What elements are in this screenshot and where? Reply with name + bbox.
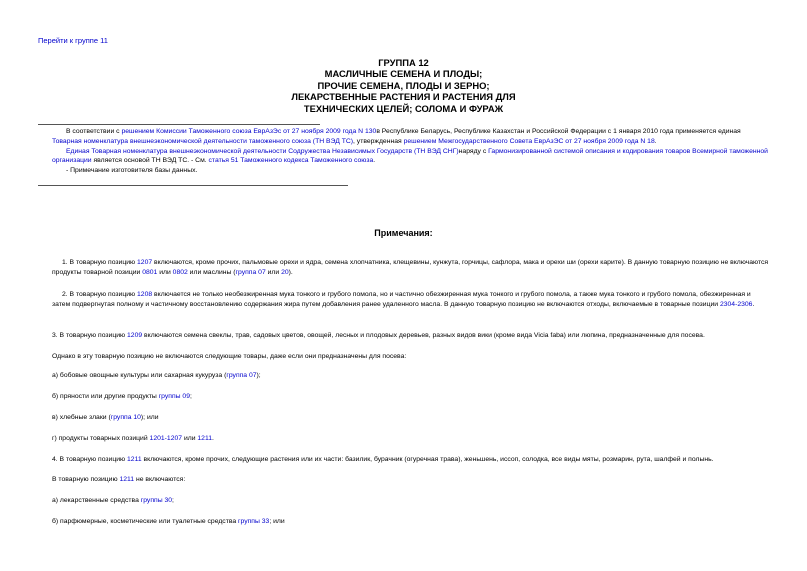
text: включаются, кроме прочих, пальмовые орехи и ядра, семена хлопчатника, клещевины, кунжута, горчицы, сафлора, мака и орехи ши (орехи карите). В данную товарную позицию не включаются продукты товарной позиции (52, 259, 769, 277)
link-group-07[interactable]: группа 07 (226, 372, 257, 379)
link-group-20[interactable]: 20 (281, 269, 289, 277)
text: или (265, 269, 282, 277)
link-1211[interactable]: 1211 (197, 435, 213, 442)
text: является основой ТН ВЭД ТС. - См. (91, 157, 209, 165)
text: б) пряности или другие продукты (52, 393, 159, 400)
notes-heading: Примечания: (374, 228, 433, 238)
title-line: ЛЕКАРСТВЕННЫЕ РАСТЕНИЯ И РАСТЕНИЯ ДЛЯ (291, 91, 516, 103)
text: или маслины ( (187, 269, 236, 277)
text: ); или (140, 414, 159, 421)
text: . (654, 137, 657, 145)
text: ; или (269, 518, 285, 525)
text: ; (189, 393, 192, 400)
link-tn-ved-ts[interactable]: Товарная номенклатура внешнеэкономической деятельности таможенного союза (ТН ВЭД ТС) (52, 137, 354, 145)
link-1211[interactable]: 1211 (127, 456, 142, 463)
text: В соответствии с (66, 128, 122, 135)
link-group-30[interactable]: группы 30 (140, 497, 173, 504)
note-3-item-g (52, 434, 770, 444)
note-2 (52, 290, 770, 310)
footnote-2 (52, 147, 772, 167)
text: а) бобовые овощные культуры или сахарная кукуруза ( (52, 372, 227, 379)
text: или (182, 435, 198, 442)
footnote-1 (52, 127, 772, 147)
text: 3. В товарную позицию (52, 332, 128, 339)
note-3-item-v (52, 413, 770, 423)
title-line: МАСЛИЧНЫЕ СЕМЕНА И ПЛОДЫ; (324, 68, 483, 80)
footnotes (52, 127, 772, 176)
note-4-item-a (52, 496, 770, 506)
link-council-decision-18[interactable]: решением Межгосударственного Совета ЕврАзЭС от 27 ноября 2009 года N 18 (403, 137, 655, 145)
text: включается не только необезжиренная мука тонкого и грубого помола, но и частично обезжиренная мука тонкого и грубого помола, а также мука тонкого и грубого помола, обезжиренная и затем подвергнутая полному и частичному восстановлению содержания жира путем добавления ранее удаленного масла. В данную товарную позицию не включаются отходы, включаемые в товарные позиции (52, 291, 751, 309)
text: ); (256, 372, 261, 379)
text: включаются семена свеклы, трав, садовых цветов, овощей, лесных и плодовых деревьев, разных видов вики (кроме вида Vicia faba) или люпина, предназначенные для посева. (142, 332, 705, 339)
text: наряду с (458, 147, 489, 155)
link-1209[interactable]: 1209 (127, 332, 143, 339)
text: ; (172, 497, 174, 504)
note-3-item-a (52, 371, 770, 381)
text: . (373, 157, 376, 165)
link-commission-decision-130[interactable]: решением Комиссии Таможенного союза ЕврАзЭс от 27 ноября 2009 года N 130 (121, 128, 377, 135)
goto-group-11-link[interactable]: Перейти к группе 11 (38, 36, 108, 45)
link-2304-2306[interactable]: 2304-2306 (719, 301, 753, 309)
link-group-09[interactable]: группы 09 (158, 393, 190, 400)
text: , утвержденная (353, 137, 404, 145)
text: б) парфюмерные, косметические или туалетные средства (52, 518, 239, 525)
text: в) хлебные злаки ( (52, 414, 111, 421)
text: ). (288, 269, 293, 277)
text: 4. В товарную позицию (52, 456, 128, 463)
title-line: ГРУППА 12 (378, 57, 429, 68)
note-3-item-b (52, 392, 770, 402)
note-1 (52, 258, 770, 278)
note-3 (52, 331, 770, 341)
link-customs-code-article-51[interactable]: статья 51 Таможенного кодекса Таможенного союза (208, 157, 374, 165)
text: В товарную позицию (52, 476, 120, 483)
link-0801[interactable]: 0801 (142, 269, 158, 277)
link-1208[interactable]: 1208 (137, 291, 153, 298)
text: не включаются: (134, 476, 186, 483)
note-4-item-b (52, 517, 770, 527)
link-harmonized-system[interactable]: Гармонизированной системой описания и кодирования товаров Всемирной таможенной организации (52, 147, 768, 165)
title-line: ТЕХНИЧЕСКИХ ЦЕЛЕЙ; СОЛОМА И ФУРАЖ (303, 102, 504, 114)
page-title (260, 57, 547, 114)
text: 2. В товарную позицию (62, 291, 138, 298)
text: а) лекарственные средства (52, 497, 141, 504)
footnote-3: - Примечание изготовителя базы данных. (66, 167, 198, 175)
text: в Республике Беларусь, Республике Казахстан и Российской Федерации с 1 января 2010 года применяется единая (376, 128, 741, 135)
text: 1. В товарную позицию (62, 259, 138, 266)
link-group-10[interactable]: группа 10 (110, 414, 141, 421)
link-0802[interactable]: 0802 (172, 269, 188, 277)
note-4 (52, 455, 770, 465)
text: включаются, кроме прочих, следующие растения или их части: базилик, бурачник (огуречная трава), женьшень, иссоп, солодка, все виды мяты, розмарин, рута, шалфей и полынь. (141, 456, 714, 463)
text: . (752, 301, 755, 309)
link-group-07[interactable]: группа 07 (235, 269, 266, 277)
footnote-divider-bottom (38, 185, 348, 186)
text: . (212, 435, 214, 442)
text: г) продукты товарных позиций (52, 435, 150, 442)
link-1207[interactable]: 1207 (137, 259, 153, 266)
link-1201-1207[interactable]: 1201-1207 (149, 435, 183, 442)
link-tn-ved-sng[interactable]: Единая Товарная номенклатура внешнеэкономической деятельности Содружества Независимых Государств (ТН ВЭД СНГ) (66, 147, 459, 155)
link-1211[interactable]: 1211 (119, 476, 135, 483)
footnote-divider-top (38, 124, 320, 125)
link-group-33[interactable]: группы 33 (238, 518, 270, 525)
text: или (157, 269, 173, 277)
note-4-intro (52, 475, 770, 485)
title-line: ПРОЧИЕ СЕМЕНА, ПЛОДЫ И ЗЕРНО; (317, 79, 490, 91)
note-3-intro: Однако в эту товарную позицию не включаются следующие товары, даже если они предназначены для посева: (52, 353, 407, 360)
